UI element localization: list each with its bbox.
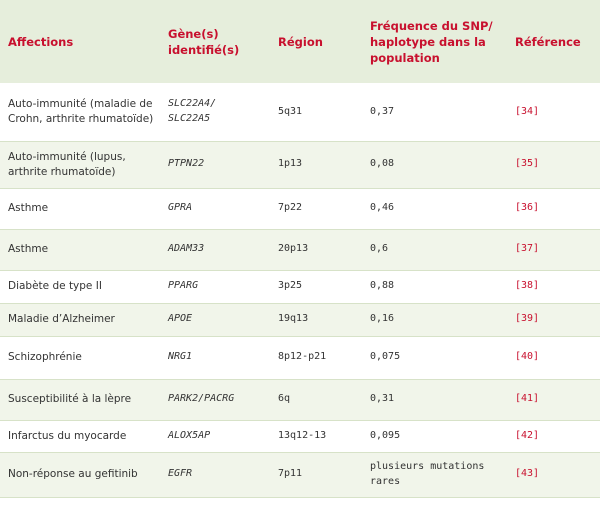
cell-frequence: 0,075 [362,336,507,379]
cell-reference-link[interactable]: [40] [507,336,600,379]
cell-region: 19q13 [270,303,362,336]
header-reference: Référence [515,34,581,49]
table-row [0,379,600,420]
cell-gene: GPRA [160,188,270,229]
cell-frequence: 0,31 [362,379,507,420]
cell-affection: Susceptibilité à la lèpre [0,379,160,420]
table-row [0,188,600,229]
table-row [0,336,600,379]
cell-frequence: 0,46 [362,188,507,229]
cell-gene: APOE [160,303,270,336]
cell-frequence: 0,37 [362,83,507,141]
cell-region: 7p22 [270,188,362,229]
cell-gene: EGFR [160,452,270,497]
cell-gene: ALOX5AP [160,420,270,452]
cell-frequence: 0,095 [362,420,507,452]
cell-affection: Auto-immunité (lupus, arthrite rhumatoïde) [0,141,160,188]
header-affections: Affections [8,34,74,49]
header-region: Région [278,34,323,49]
cell-affection: Non-réponse au gefitinib [0,452,160,497]
cell-frequence: 0,16 [362,303,507,336]
cell-reference-link[interactable]: [38] [507,270,600,303]
cell-reference-link[interactable]: [41] [507,379,600,420]
cell-affection: Maladie d’Alzheimer [0,303,160,336]
cell-region: 3p25 [270,270,362,303]
cell-region: 1p13 [270,141,362,188]
cell-frequence: 0,88 [362,270,507,303]
cell-gene: ADAM33 [160,229,270,270]
cell-affection: Infarctus du myocarde [0,420,160,452]
cell-gene: PPARG [160,270,270,303]
cell-reference-link[interactable]: [35] [507,141,600,188]
cell-region: 20p13 [270,229,362,270]
table-row [0,303,600,336]
table-row [0,270,600,303]
cell-region: 13q12-13 [270,420,362,452]
cell-reference-link[interactable]: [39] [507,303,600,336]
cell-gene: PTPN22 [160,141,270,188]
cell-frequence: 0,6 [362,229,507,270]
cell-reference-link[interactable]: [34] [507,83,600,141]
table-row [0,141,600,188]
cell-affection: Diabète de type II [0,270,160,303]
table-header-row [0,0,600,83]
cell-reference-link[interactable]: [37] [507,229,600,270]
header-genes: Gène(s) identifié(s) [168,26,240,57]
table-row [0,83,600,141]
cell-frequence: 0,08 [362,141,507,188]
cell-affection: Asthme [0,229,160,270]
table-row [0,452,600,497]
table-row [0,229,600,270]
cell-region: 7p11 [270,452,362,497]
cell-region: 8p12-p21 [270,336,362,379]
cell-affection: Auto-immunité (maladie de Crohn, arthrite rhumatoïde) [0,83,160,141]
cell-reference-link[interactable]: [42] [507,420,600,452]
cell-gene: SLC22A4/ SLC22A5 [160,83,270,141]
cell-reference-link[interactable]: [43] [507,452,600,497]
table-row [0,420,600,452]
cell-region: 5q31 [270,83,362,141]
cell-gene: NRG1 [160,336,270,379]
cell-reference-link[interactable]: [36] [507,188,600,229]
cell-affection: Asthme [0,188,160,229]
cell-region: 6q [270,379,362,420]
cell-frequence: plusieurs mutations rares [362,452,507,497]
cell-gene: PARK2/PACRG [160,379,270,420]
header-frequence: Fréquence du SNP/ haplotype dans la population [370,18,493,65]
cell-affection: Schizophrénie [0,336,160,379]
